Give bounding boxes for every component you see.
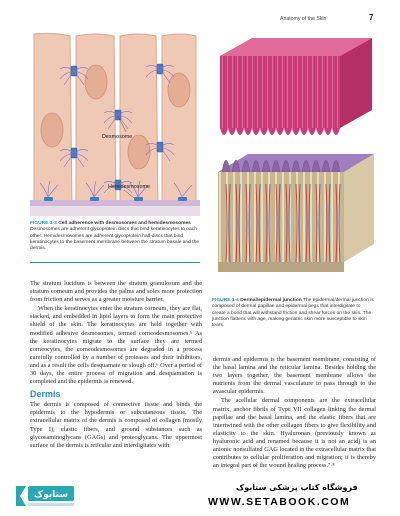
dermal-epidermal-junction-graphic — [212, 36, 376, 286]
left-text-column — [30, 280, 202, 451]
right-text-column — [213, 356, 376, 471]
hemidesmosome-label: Hemidesmosome — [108, 184, 150, 190]
paragraph-basement-membrane: dermis and epidermis is the basement membrane, consisting of the basal lamina and the reticular lamina. Besides holding the two layers together, the basement membrane allows the nutrients from the dermal vasculature to pass through to the avascular epidermis. — [213, 356, 376, 396]
figure-1-4-text: The epidermal/dermal junction is composed of dermal papillae and epidermal pegs that interdigitate to create a bond that will withstand friction and shear forces on the skin. The junction flattens with age, making geriatric skin more susceptible to skin tears. — [212, 298, 374, 329]
desmosome-label: Desmosome — [102, 134, 133, 140]
setabook-logo-graphic — [12, 482, 78, 510]
figure-1-4-label: FIGURE 1-4 — [212, 298, 239, 303]
section-heading-dermis: Dermis — [30, 389, 61, 400]
watermark-url[interactable]: WWW.SETABOOK.COM — [208, 496, 351, 508]
figure-1-3-caption — [30, 221, 200, 252]
setabook-logo[interactable] — [12, 482, 78, 510]
paragraph-stratum-lucidum: The stratum lucidum is between the stratum granulosum and the stratum corneum and provides the palms and soles more protection from friction and serves as a greater moisture barrier. — [30, 280, 202, 304]
figure-1-4-illustration — [212, 36, 376, 286]
figure-1-3-rule — [30, 262, 200, 263]
paragraph-stratum-corneum: When the keratinocytes enter the stratum corneum, they are flat, stacked, and embedded in lipid layers to form the main protective shield of the skin. The keratinocytes are held together with modified adhesive desmosomes, termed corneodesmosomes.⁵ As the keratinocytes migrate to the surface they are termed corneocytes, the corneodesmosomes are degraded in a process carefully controlled by a number of proteases and their inhibitors, and as a result the cells desquamate or slough off.⁶ Over a period of 30 days, the entire process of migration and desquamation is completed and the epidermis is renewed. — [30, 305, 202, 386]
running-head: Anatomy of the Skin — [280, 16, 327, 22]
page-number: 7 — [369, 13, 374, 22]
paragraph-acellular-components: The acellular dermal components are the extracellular matrix, anchor fibrils of Type VII collagen linking the dermal papillae and the basal lamina, and the elastic fibers that are intertwined with the other collagen fibers to give flexibility and elasticity to the skin. Hyaluronan (previously known as hyaluronic acid and renamed because it is not an acid) is an anionic nonsulfated GAG located in the extracellular matrix that contributes to cellular proliferation and migration; it is thereby an integral part of the wound healing process.⁷·⁸ — [213, 397, 376, 470]
figure-1-3-title: Cell adherence with desmosomes and hemidesmosomes — [58, 221, 191, 226]
keratinocyte-cells-graphic — [30, 30, 200, 216]
paragraph-dermis: The dermis is composed of connective tissue and binds the epidermis to the hypodermis or subcutaneous tissue. The extracellular matrix of the dermis is composed of collagen (mostly Type I), elastic fibers, and ground substances such as glycosaminoglycans (GAGs) and proteoglycans. The uppermost surface of the dermis is reticular and interdigitates with — [30, 401, 202, 449]
logo-text: ستابوک — [33, 490, 69, 500]
figure-1-4-caption — [212, 298, 374, 329]
figure-1-3-illustration — [30, 30, 200, 216]
figure-1-4-title: Dermal/epidermal junction — [240, 298, 302, 303]
figure-1-3-label: FIGURE 1-3 — [30, 221, 57, 226]
figure-1-3-text: Desmosomes are adherent glycoprotein discs that bind keratinocytes to each other. Hemidesmosomes are adherent glycoprotein half-discs that bind keratinocytes to the basement membrane between the stratum basale and the dermis. — [30, 227, 200, 252]
watermark-persian: فروشگاه کتاب پزشکی ستابوک — [236, 483, 358, 492]
